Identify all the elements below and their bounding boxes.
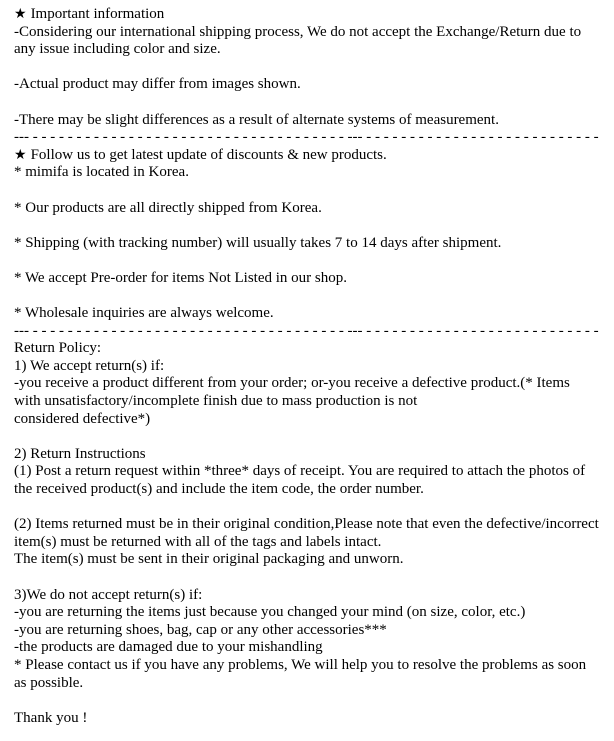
- text-line: with unsatisfactory/incomplete finish due to mass production is not: [14, 393, 418, 410]
- return-policy-title: Return Policy:: [14, 340, 102, 357]
- star-icon: ★: [14, 146, 27, 163]
- text-line: The item(s) must be sent in their original packaging and unworn.: [14, 551, 404, 568]
- section-heading: [14, 147, 614, 165]
- paragraph: [14, 6, 614, 59]
- paragraph: [14, 587, 614, 693]
- star-icon: ★: [14, 6, 27, 22]
- text-line: -you are returning the items just because you changed your mind (on size, color, etc.): [14, 604, 526, 621]
- section-return-policy: [14, 340, 614, 727]
- dashed-divider: --- - - - - - - - - - - - - - - - - - - - - - - - - - - - - - - - - - - - - --- - - - - - - - - - - - - - - - - - - - - - - - - - - -: [14, 322, 599, 339]
- text-line: * Please contact us if you have any problems, We will help you to resolve the problems as soon: [14, 656, 587, 673]
- paragraph: [14, 270, 614, 288]
- text-line: 2) Return Instructions: [14, 445, 146, 462]
- text-line: -There may be slight differences as a result of alternate systems of measurement.: [14, 111, 499, 128]
- text-line: * Wholesale inquiries are always welcome.: [14, 305, 274, 322]
- section-heading: [14, 6, 614, 24]
- text-line: * Shipping (with tracking number) will usually takes 7 to 14 days after shipment.: [14, 234, 502, 251]
- text-line: as possible.: [14, 674, 84, 691]
- heading-text: Important information: [30, 6, 165, 22]
- section-shop-notes: [14, 147, 614, 323]
- paragraph: [14, 446, 614, 499]
- heading-text: Follow us to get latest update of discounts & new products.: [30, 146, 387, 163]
- text-line: item(s) must be returned with all of the tags and labels intact.: [14, 533, 382, 550]
- paragraph: [14, 340, 614, 428]
- text-line: -you are returning shoes, bag, cap or any other accessories***: [14, 621, 387, 638]
- text-line: -the products are damaged due to your mishandling: [14, 639, 323, 656]
- paragraph: [14, 112, 614, 130]
- text-line: (2) Items returned must be in their original condition,Please note that even the defective/incorrect: [14, 516, 599, 533]
- text-line: * mimifa is located in Korea.: [14, 164, 189, 181]
- paragraph: [14, 305, 614, 323]
- paragraph: [14, 147, 614, 182]
- closing-text: Thank you !: [14, 709, 88, 726]
- text-line: -Considering our international shipping process, We do not accept the Exchange/Return due to: [14, 23, 582, 40]
- text-line: * Our products are all directly shipped from Korea.: [14, 199, 322, 216]
- text-line: 1) We accept return(s) if:: [14, 357, 165, 374]
- text-line: considered defective*): [14, 410, 151, 427]
- text-line: any issue including color and size.: [14, 41, 221, 58]
- text-line: * We accept Pre-order for items Not Listed in our shop.: [14, 269, 348, 286]
- text-line: -you receive a product different from your order; or-you receive a defective product.(* Items: [14, 375, 570, 392]
- text-line: 3)We do not accept return(s) if:: [14, 586, 203, 603]
- text-line: the received product(s) and include the item code, the order number.: [14, 481, 424, 498]
- text-line: (1) Post a return request within *three* days of receipt. You are required to attach the photos of: [14, 463, 586, 480]
- paragraph: [14, 235, 614, 253]
- paragraph: [14, 710, 614, 728]
- paragraph: [14, 516, 614, 569]
- text-line: -Actual product may differ from images shown.: [14, 76, 301, 93]
- dashed-divider: --- - - - - - - - - - - - - - - - - - - - - - - - - - - - - - - - - - - - - --- - - - - - - - - - - - - - - - - - - - - - - - - - - -: [14, 129, 599, 146]
- paragraph: [14, 200, 614, 218]
- section-important-information: [14, 6, 614, 129]
- paragraph: [14, 76, 614, 94]
